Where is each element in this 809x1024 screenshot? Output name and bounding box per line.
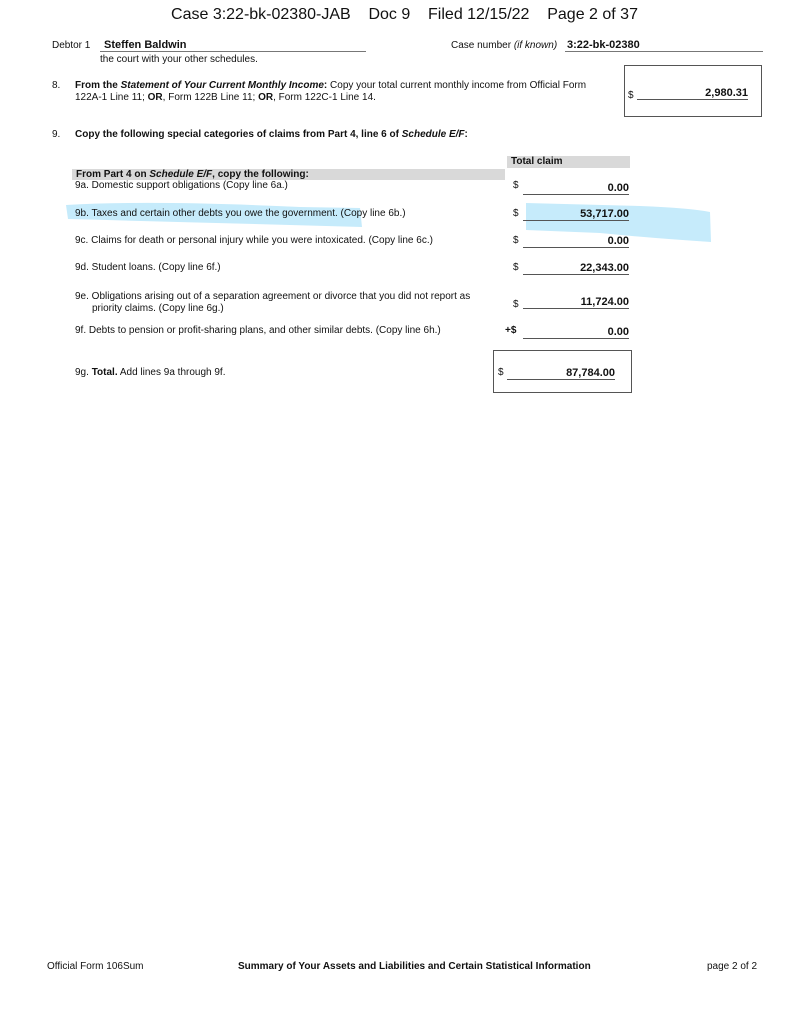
- monthly-income-value: 2,980.31: [637, 87, 748, 100]
- total-value: 87,784.00: [507, 367, 615, 380]
- currency: $: [513, 180, 519, 191]
- item9-number: 9.: [52, 129, 61, 140]
- row-value: 11,724.00: [523, 296, 629, 309]
- row-label-line2: priority claims. (Copy line 6g.): [92, 303, 224, 314]
- subsection-header: From Part 4 on Schedule E/F, copy the following:: [72, 169, 505, 180]
- case-header: Case 3:22-bk-02380-JAB Doc 9 Filed 12/15/22 Page 2 of 37: [171, 6, 638, 23]
- case-label: Case number: [451, 40, 512, 51]
- case-number-label: [451, 40, 557, 51]
- currency: $: [513, 262, 519, 273]
- debtor-label: Debtor 1: [52, 40, 91, 51]
- total-label: 9g. Total. Add lines 9a through 9f.: [75, 367, 226, 378]
- row-value: 22,343.00: [523, 262, 629, 275]
- currency: +$: [505, 325, 517, 336]
- currency: $: [513, 208, 519, 219]
- item8-text-line2: 122A-1 Line 11; OR, Form 122B Line 11; OR, Form 122C-1 Line 14.: [75, 92, 376, 103]
- total-claim-header: Total claim: [507, 156, 630, 168]
- item9-text: Copy the following special categories of claims from Part 4, line 6 of Schedule E/F:: [75, 129, 468, 140]
- row-label: 9e. Obligations arising out of a separation agreement or divorce that you did not report as: [75, 291, 471, 302]
- currency: $: [498, 367, 504, 378]
- footer-page: page 2 of 2: [707, 961, 758, 972]
- currency: $: [628, 90, 634, 101]
- row-label: 9c. Claims for death or personal injury while you were intoxicated. (Copy line 6c.): [75, 235, 433, 246]
- item8-text: From the Statement of Your Current Monthly Income: Copy your total current monthly income from Official Form: [75, 80, 587, 91]
- case-number: 3:22-bk-02380: [565, 39, 763, 52]
- row-label: 9b. Taxes and certain other debts you owe the government. (Copy line 6b.): [75, 208, 406, 219]
- carryover-text: the court with your other schedules.: [100, 54, 258, 65]
- item8-number: 8.: [52, 80, 61, 91]
- row-label: 9a. Domestic support obligations (Copy line 6a.): [75, 180, 288, 191]
- footer-form: Official Form 106Sum: [47, 961, 144, 972]
- case-hint: (if known): [513, 40, 558, 51]
- row-value: 0.00: [523, 182, 629, 195]
- row-value: 53,717.00: [523, 208, 629, 221]
- row-label: 9f. Debts to pension or profit-sharing plans, and other similar debts. (Copy line 6h.): [75, 325, 441, 336]
- currency: $: [513, 235, 519, 246]
- row-label: 9d. Student loans. (Copy line 6f.): [75, 262, 221, 273]
- debtor-name: Steffen Baldwin: [100, 39, 366, 52]
- currency: $: [513, 299, 519, 310]
- row-value: 0.00: [523, 326, 629, 339]
- row-value: 0.00: [523, 235, 629, 248]
- footer-title: Summary of Your Assets and Liabilities and Certain Statistical Information: [238, 961, 591, 972]
